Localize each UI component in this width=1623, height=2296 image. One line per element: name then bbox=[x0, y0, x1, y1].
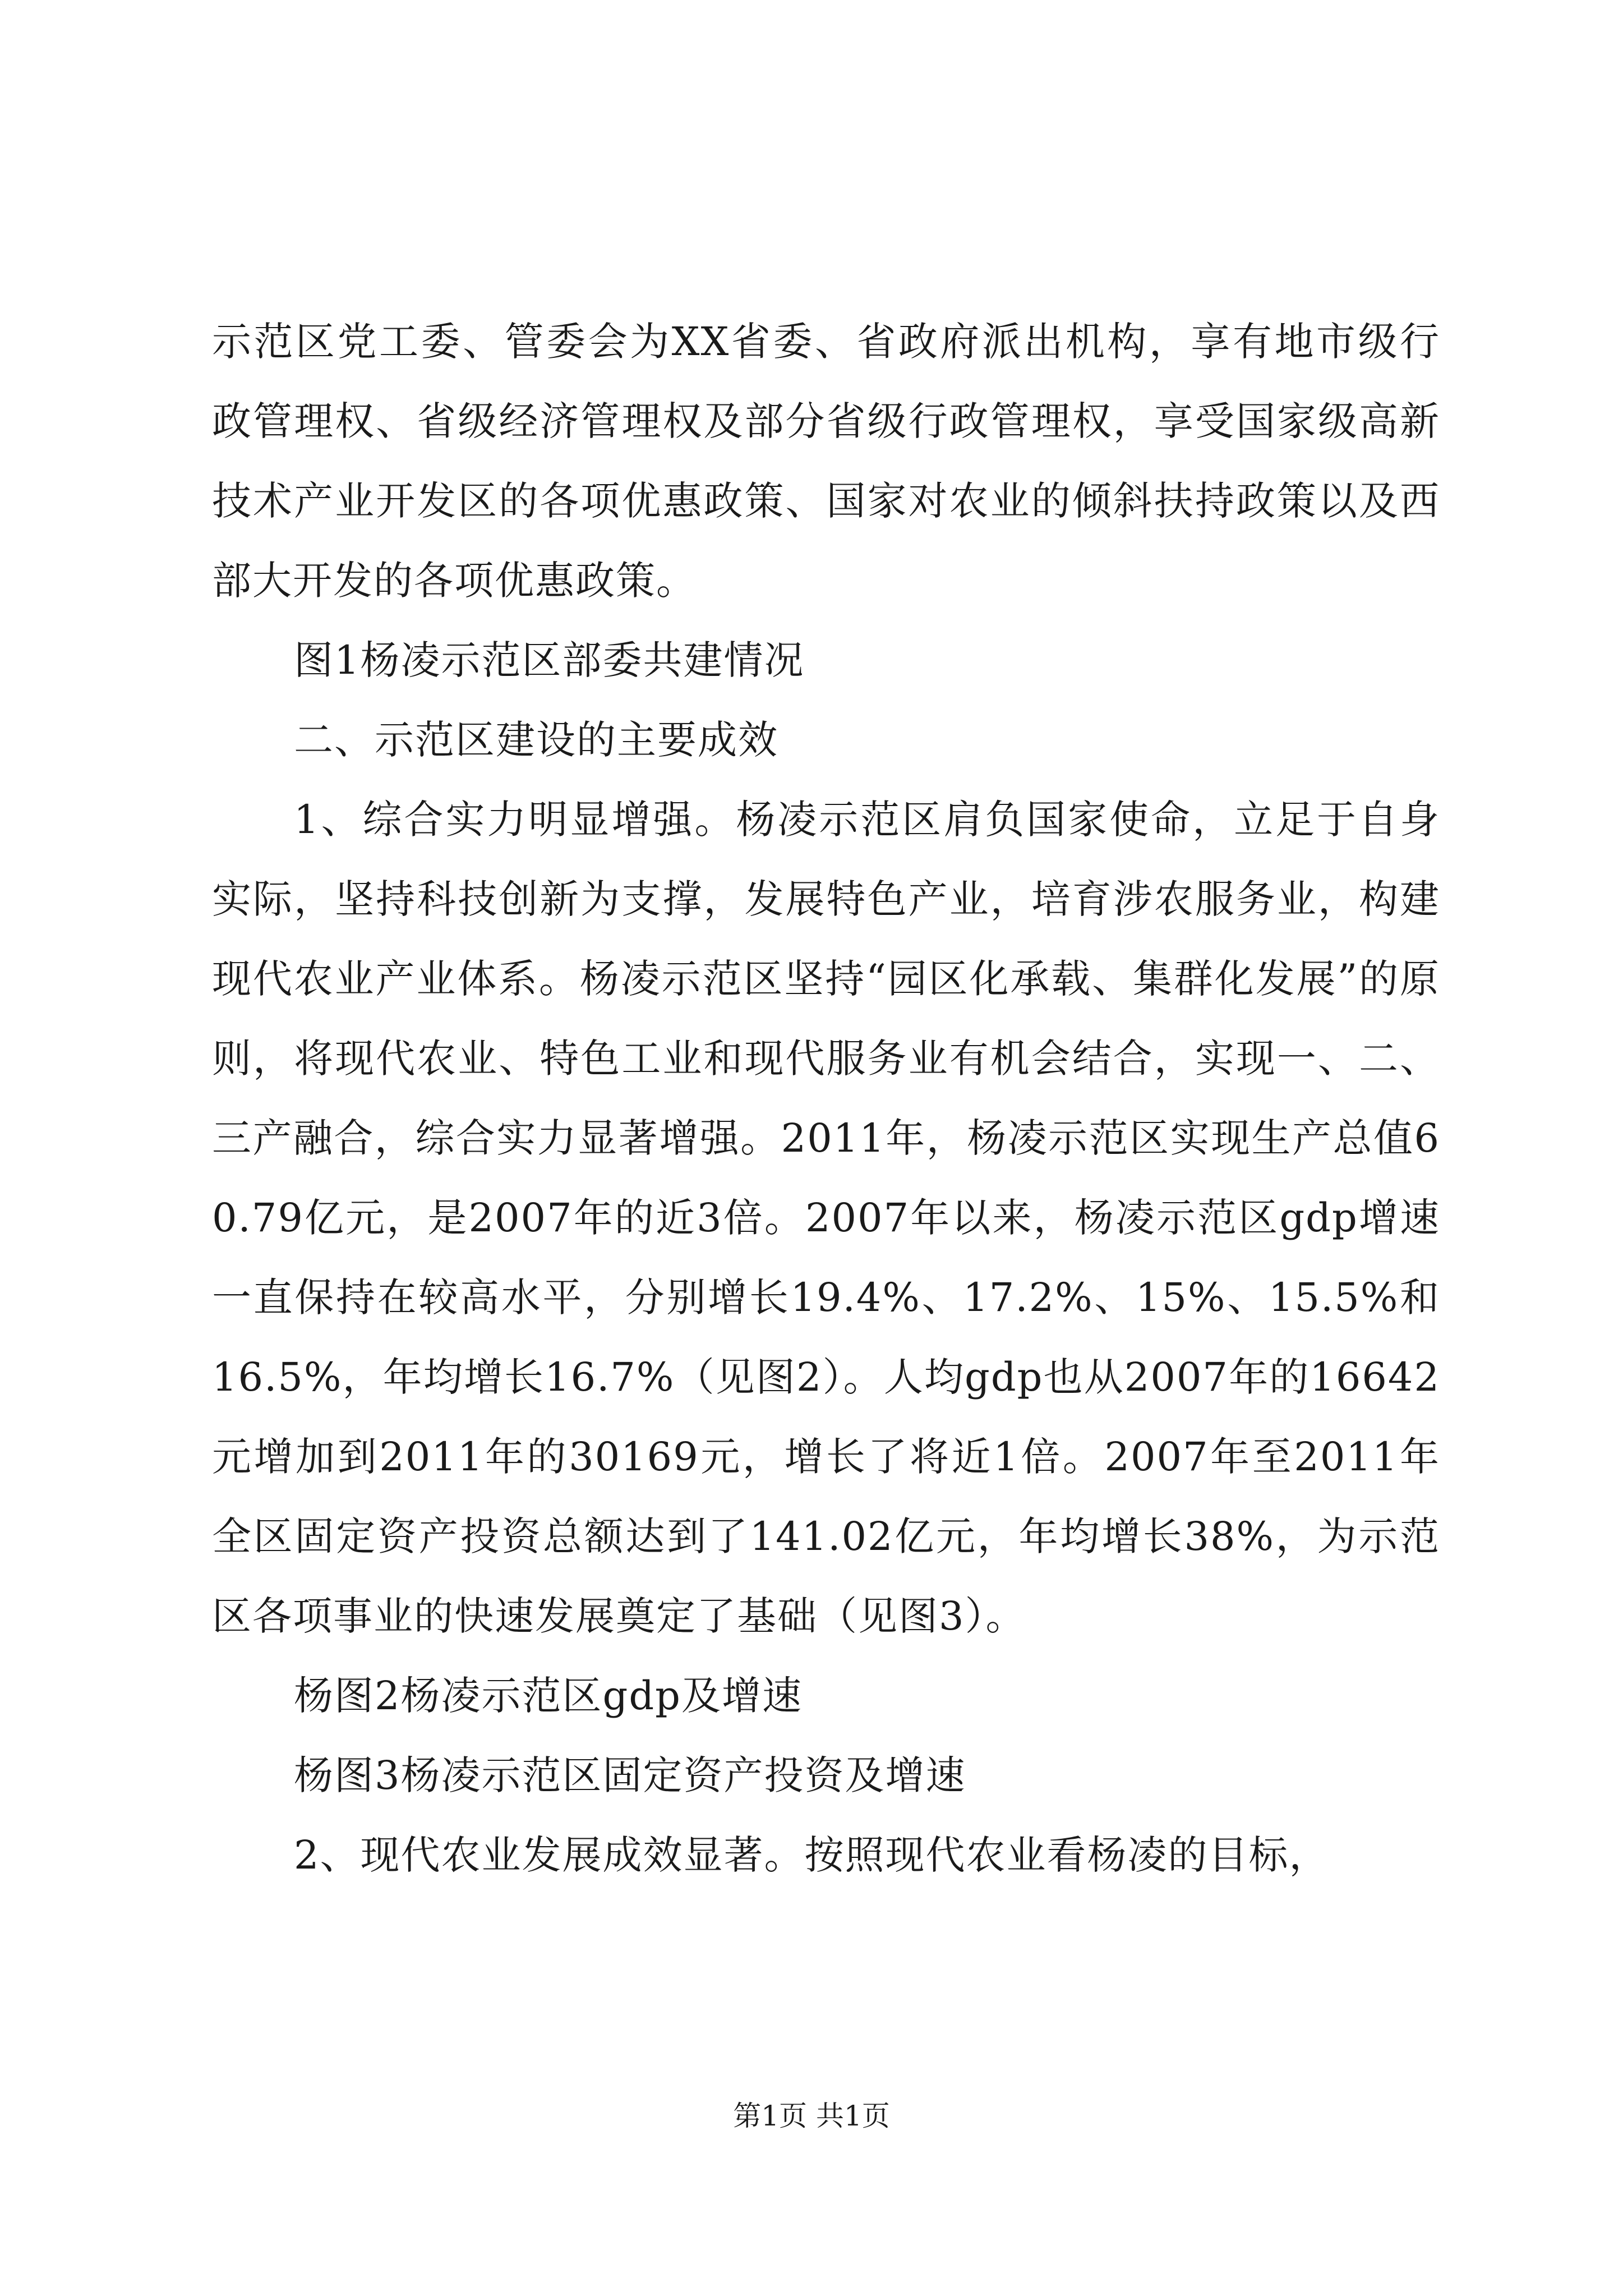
page-footer: 第1页 共1页 bbox=[733, 2100, 890, 2132]
figure-caption-3: 杨图3杨凌示范区固定资产投资及增速 bbox=[294, 1752, 966, 1798]
figure-caption-1: 图1杨凌示范区部委共建情况 bbox=[294, 637, 805, 683]
paragraph-agriculture: 2、现代农业发展成效显著。按照现代农业看杨凌的目标， bbox=[294, 1832, 1330, 1878]
document-body bbox=[212, 302, 1440, 1895]
figure-caption-2: 杨图2杨凌示范区gdp及增速 bbox=[294, 1673, 803, 1719]
paragraph-achievements: 1、综合实力明显增强。杨凌示范区肩负国家使命，立足于自身实际，坚持科技创新为支撑，发展特色产业，培育涉农服务业，构建现代农业产业体系。杨凌示范区坚持“园区化承载、集群化发展”的原则，将现代农业、特色工业和现代服务业有机会结合，实现一、二、三产融合，综合实力显著增强。2011年，杨凌示范区实现生产总值60.79亿元，是2007年的近3倍。2007年以来，杨凌示范区gdp增速一直保持在较高水平，分别增长19.4%、17.2%、15%、15.5%和16.5%，年均增长16.7%（见图2）。人均gdp也从2007年的16642元增加到2011年的30169元，增长了将近1倍。2007年至2011年全区固定资产投资总额达到了141.02亿元，年均增长38%，为示范区各项事业的快速发展奠定了基础（见图3）。 bbox=[212, 797, 1440, 1639]
paragraph-intro: 示范区党工委、管委会为XX省委、省政府派出机构，享有地市级行政管理权、省级经济管理权及部分省级行政管理权，享受国家级高新技术产业开发区的各项优惠政策、国家对农业的倾斜扶持政策以及西部大开发的各项优惠政策。 bbox=[212, 319, 1440, 604]
section-heading: 二、示范区建设的主要成效 bbox=[294, 717, 778, 763]
